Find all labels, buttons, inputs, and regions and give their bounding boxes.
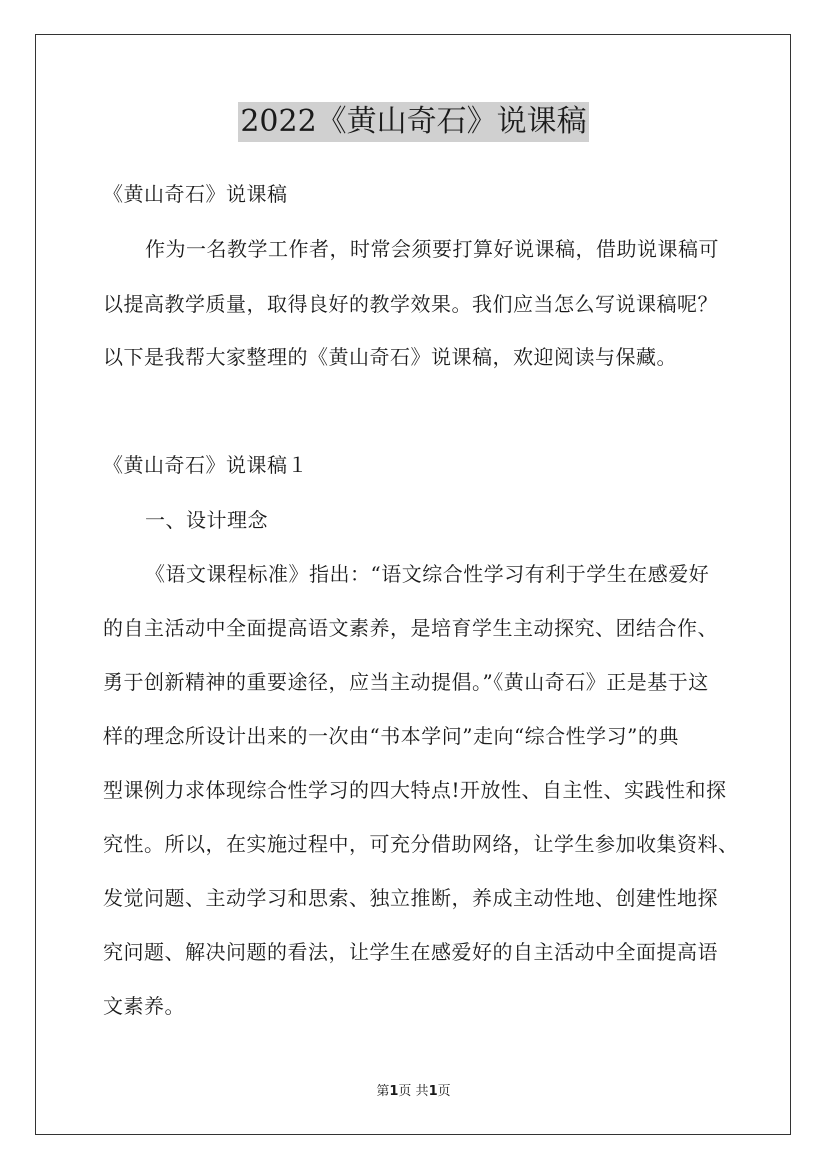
footer-page-prefix: 第 xyxy=(376,1084,390,1099)
footer-page-number: 1 xyxy=(389,1084,399,1099)
body-line-5: 型课例力求体现综合性学习的四大特点!开放性、自主性、实践性和探 xyxy=(103,778,727,802)
document-subtitle: 《黄山奇石》说课稿 xyxy=(103,182,288,206)
document-title: 2022《黄山奇石》说课稿 xyxy=(238,102,588,142)
body-line-7: 发觉问题、主动学习和思索、独立推断，养成主动性地、创建性地探 xyxy=(103,886,718,910)
intro-line-1: 作为一名教学工作者，时常会须要打算好说课稿，借助说课稿可 xyxy=(145,237,719,261)
intro-line-2: 以提高教学质量，取得良好的教学效果。我们应当怎么写说课稿呢？ xyxy=(103,292,718,316)
title-container xyxy=(0,102,827,142)
footer-page-total: 1 xyxy=(428,1084,438,1099)
body-line-1: 《语文课程标准》指出：“语文综合性学习有利于学生在感爱好 xyxy=(145,562,710,586)
section-heading: 《黄山奇石》说课稿１ xyxy=(103,453,308,477)
subsection-heading: 一、设计理念 xyxy=(145,508,268,532)
body-line-2: 的自主活动中全面提高语文素养，是培育学生主动探究、团结合作、 xyxy=(103,616,718,640)
intro-line-3: 以下是我帮大家整理的《黄山奇石》说课稿，欢迎阅读与保藏。 xyxy=(103,345,677,369)
body-line-6: 究性。所以，在实施过程中，可充分借助网络，让学生参加收集资料、 xyxy=(103,832,739,856)
body-line-8: 究问题、解决问题的看法，让学生在感爱好的自主活动中全面提高语 xyxy=(103,940,718,964)
body-line-3: 勇于创新精神的重要途径，应当主动提倡。”《黄山奇石》正是基于这 xyxy=(103,670,709,694)
footer-page-mid: 页 共 xyxy=(398,1084,429,1099)
footer-page-suffix: 页 xyxy=(437,1084,451,1099)
body-line-4: 样的理念所设计出来的一次由“书本学问”走向“综合性学习”的典 xyxy=(103,724,679,748)
page-footer xyxy=(0,1084,827,1100)
body-line-9: 文素养。 xyxy=(103,994,185,1018)
